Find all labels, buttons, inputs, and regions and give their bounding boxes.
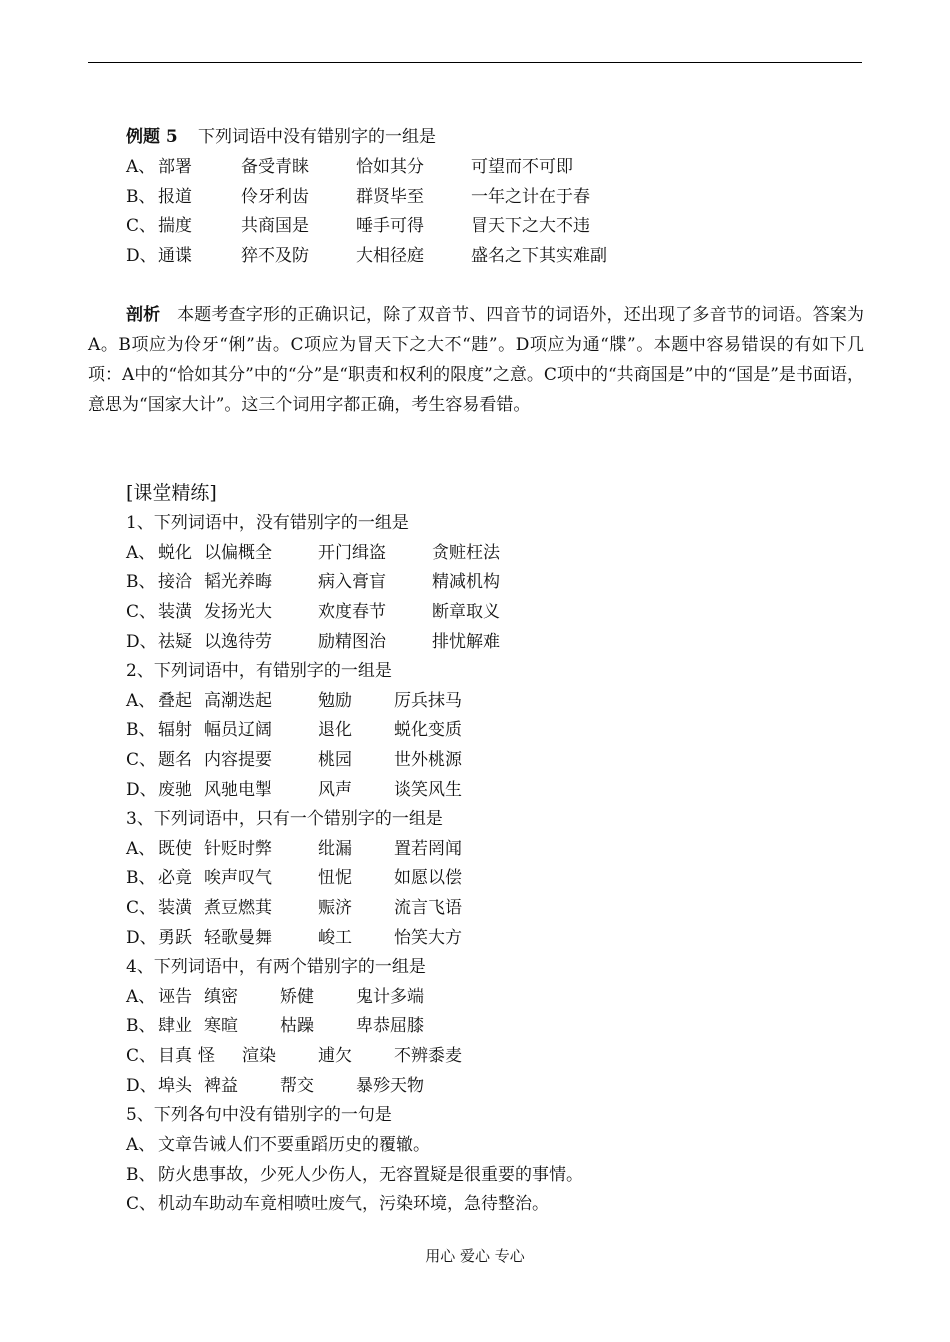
option-word: 恰如其分 bbox=[356, 157, 424, 177]
option-word: 矫健 bbox=[280, 987, 314, 1007]
question-5-stem: 5、下列各句中没有错别字的一句是 bbox=[126, 1105, 392, 1125]
option-letter: A、 bbox=[126, 691, 156, 711]
option-word: 冒天下之大不违 bbox=[471, 216, 590, 236]
option-word: 群贤毕至 bbox=[356, 187, 424, 207]
option-word: 以偏概全 bbox=[204, 543, 272, 563]
option-word: 病入膏盲 bbox=[318, 572, 386, 592]
option-letter: C、 bbox=[126, 216, 157, 236]
analysis-text: 本题考查字形的正确识记，除了双音节、四音节的词语外，还出现了多音节的词语。答案为A。B项应为伶牙“俐”齿。C项应为冒天下之大不“韪”。D项应为通“牒”。本题中容易错误的有如下几项：A中的“恰如其分”中的“分”是“职责和权利的限度”之意。C项中的“共商国是”中的“国是”是书面语，意思为“国家大计”。这三个词用字都正确，考生容易看错。 bbox=[88, 305, 865, 415]
option-word: 精减机构 bbox=[432, 572, 500, 592]
option-word: 埠头 bbox=[158, 1076, 192, 1096]
option-sentence: 防火患事故，少死人少伤人，无容置疑是很重要的事情。 bbox=[158, 1165, 583, 1185]
page-footer: 用心 爱心 专心 bbox=[425, 1247, 525, 1265]
option-word: 渲染 bbox=[242, 1046, 276, 1066]
option-letter: A、 bbox=[126, 543, 156, 563]
option-letter: B、 bbox=[126, 1016, 156, 1036]
option-word: 厉兵抹马 bbox=[394, 691, 462, 711]
analysis-paragraph bbox=[88, 300, 864, 420]
option-word: 大相径庭 bbox=[356, 246, 424, 266]
option-word: 峻工 bbox=[318, 928, 352, 948]
option-letter: D、 bbox=[126, 780, 157, 800]
option-word: 枯躁 bbox=[280, 1016, 314, 1036]
option-word: 部署 bbox=[158, 157, 192, 177]
option-word: 卑恭屈膝 bbox=[356, 1016, 424, 1036]
option-word: 盛名之下其实难副 bbox=[471, 246, 607, 266]
option-word: 退化 bbox=[318, 720, 352, 740]
option-word: 寒暄 bbox=[204, 1016, 238, 1036]
option-word: 缜密 bbox=[204, 987, 238, 1007]
option-word: 置若罔闻 bbox=[394, 839, 462, 859]
option-sentence: 文章告诫人们不要重蹈历史的覆辙。 bbox=[158, 1135, 430, 1155]
option-word: 针贬时弊 bbox=[204, 839, 272, 859]
option-word: 蜕化变质 bbox=[394, 720, 462, 740]
option-word: 逋欠 bbox=[318, 1046, 352, 1066]
option-letter: A、 bbox=[126, 1135, 156, 1155]
option-word: 必竟 bbox=[158, 868, 192, 888]
option-letter: D、 bbox=[126, 928, 157, 948]
option-word: 诬告 bbox=[158, 987, 192, 1007]
option-word: 唾手可得 bbox=[356, 216, 424, 236]
option-word: 装潢 bbox=[158, 602, 192, 622]
question-3-stem: 3、下列词语中，只有一个错别字的一组是 bbox=[126, 809, 443, 829]
option-word: 贪赃枉法 bbox=[432, 543, 500, 563]
option-word: 题名 bbox=[158, 750, 192, 770]
option-word: 谈笑风生 bbox=[394, 780, 462, 800]
option-letter: B、 bbox=[126, 572, 156, 592]
option-letter: B、 bbox=[126, 720, 156, 740]
option-word: 桃园 bbox=[318, 750, 352, 770]
option-letter: D、 bbox=[126, 246, 157, 266]
option-word: 备受青睐 bbox=[241, 157, 309, 177]
option-letter: A、 bbox=[126, 839, 156, 859]
option-word: 勉励 bbox=[318, 691, 352, 711]
option-word: 风驰电掣 bbox=[204, 780, 272, 800]
option-letter: D、 bbox=[126, 632, 157, 652]
option-word: 不辨黍麦 bbox=[394, 1046, 462, 1066]
option-word: 伶牙利齿 bbox=[241, 187, 309, 207]
option-word: 目真 bbox=[158, 1046, 192, 1066]
option-word: 裨益 bbox=[204, 1076, 238, 1096]
option-word: 接洽 bbox=[158, 572, 192, 592]
option-word: 以逸待劳 bbox=[204, 632, 272, 652]
option-letter: A、 bbox=[126, 157, 156, 177]
option-word: 如愿以偿 bbox=[394, 868, 462, 888]
option-letter: C、 bbox=[126, 1046, 157, 1066]
option-word: 排忧解难 bbox=[432, 632, 500, 652]
option-word: 装潢 bbox=[158, 898, 192, 918]
option-word: 既使 bbox=[158, 839, 192, 859]
option-word: 流言飞语 bbox=[394, 898, 462, 918]
option-word: 韬光养晦 bbox=[204, 572, 272, 592]
option-letter: A、 bbox=[126, 987, 156, 1007]
header-rule bbox=[88, 62, 862, 63]
question-4-stem: 4、下列词语中，有两个错别字的一组是 bbox=[126, 957, 426, 977]
option-word: 辐射 bbox=[158, 720, 192, 740]
option-word: 怡笑大方 bbox=[394, 928, 462, 948]
option-word: 唉声叹气 bbox=[204, 868, 272, 888]
option-word: 煮豆燃萁 bbox=[204, 898, 272, 918]
option-word: 叠起 bbox=[158, 691, 192, 711]
option-letter: C、 bbox=[126, 602, 157, 622]
option-letter: B、 bbox=[126, 1165, 156, 1185]
practice-heading: [课堂精练] bbox=[126, 482, 217, 504]
option-letter: C、 bbox=[126, 898, 157, 918]
option-word: 内容提要 bbox=[204, 750, 272, 770]
option-word: 猝不及防 bbox=[241, 246, 309, 266]
option-word: 揣度 bbox=[158, 216, 192, 236]
option-word: 通谍 bbox=[158, 246, 192, 266]
option-word: 欢度春节 bbox=[318, 602, 386, 622]
option-letter: C、 bbox=[126, 1194, 157, 1214]
option-sentence: 机动车助动车竟相喷吐废气，污染环境，急待整治。 bbox=[158, 1194, 549, 1214]
option-word: 风声 bbox=[318, 780, 352, 800]
option-word: 励精图治 bbox=[318, 632, 386, 652]
option-word: 废驰 bbox=[158, 780, 192, 800]
option-word: 勇跃 bbox=[158, 928, 192, 948]
option-word: 鬼计多端 bbox=[356, 987, 424, 1007]
option-word: 轻歌曼舞 bbox=[204, 928, 272, 948]
option-word: 帮交 bbox=[280, 1076, 314, 1096]
question-2-stem: 2、下列词语中，有错别字的一组是 bbox=[126, 661, 392, 681]
option-word: 高潮迭起 bbox=[204, 691, 272, 711]
example-label: 例题 5 bbox=[126, 127, 178, 147]
option-word: 纰漏 bbox=[318, 839, 352, 859]
option-letter: D、 bbox=[126, 1076, 157, 1096]
option-word: 幅员辽阔 bbox=[204, 720, 272, 740]
option-letter: C、 bbox=[126, 750, 157, 770]
option-word: 共商国是 bbox=[241, 216, 309, 236]
option-word: 一年之计在于春 bbox=[471, 187, 590, 207]
option-word: 开门缉盗 bbox=[318, 543, 386, 563]
example-question: 下列词语中没有错别字的一组是 bbox=[198, 127, 436, 147]
option-word: 忸怩 bbox=[318, 868, 352, 888]
option-word: 暴殄天物 bbox=[356, 1076, 424, 1096]
option-letter: B、 bbox=[126, 868, 156, 888]
option-word: 报道 bbox=[158, 187, 192, 207]
option-word: 断章取义 bbox=[432, 602, 500, 622]
analysis-label: 剖析 bbox=[126, 305, 161, 325]
question-1-stem: 1、下列词语中，没有错别字的一组是 bbox=[126, 513, 409, 533]
option-word: 发扬光大 bbox=[204, 602, 272, 622]
option-word: 怪 bbox=[198, 1046, 215, 1066]
option-word: 可望而不可即 bbox=[471, 157, 573, 177]
option-word: 肆业 bbox=[158, 1016, 192, 1036]
option-word: 祛疑 bbox=[158, 632, 192, 652]
option-letter: B、 bbox=[126, 187, 156, 207]
option-word: 世外桃源 bbox=[394, 750, 462, 770]
option-word: 蜕化 bbox=[158, 543, 192, 563]
option-word: 赈济 bbox=[318, 898, 352, 918]
